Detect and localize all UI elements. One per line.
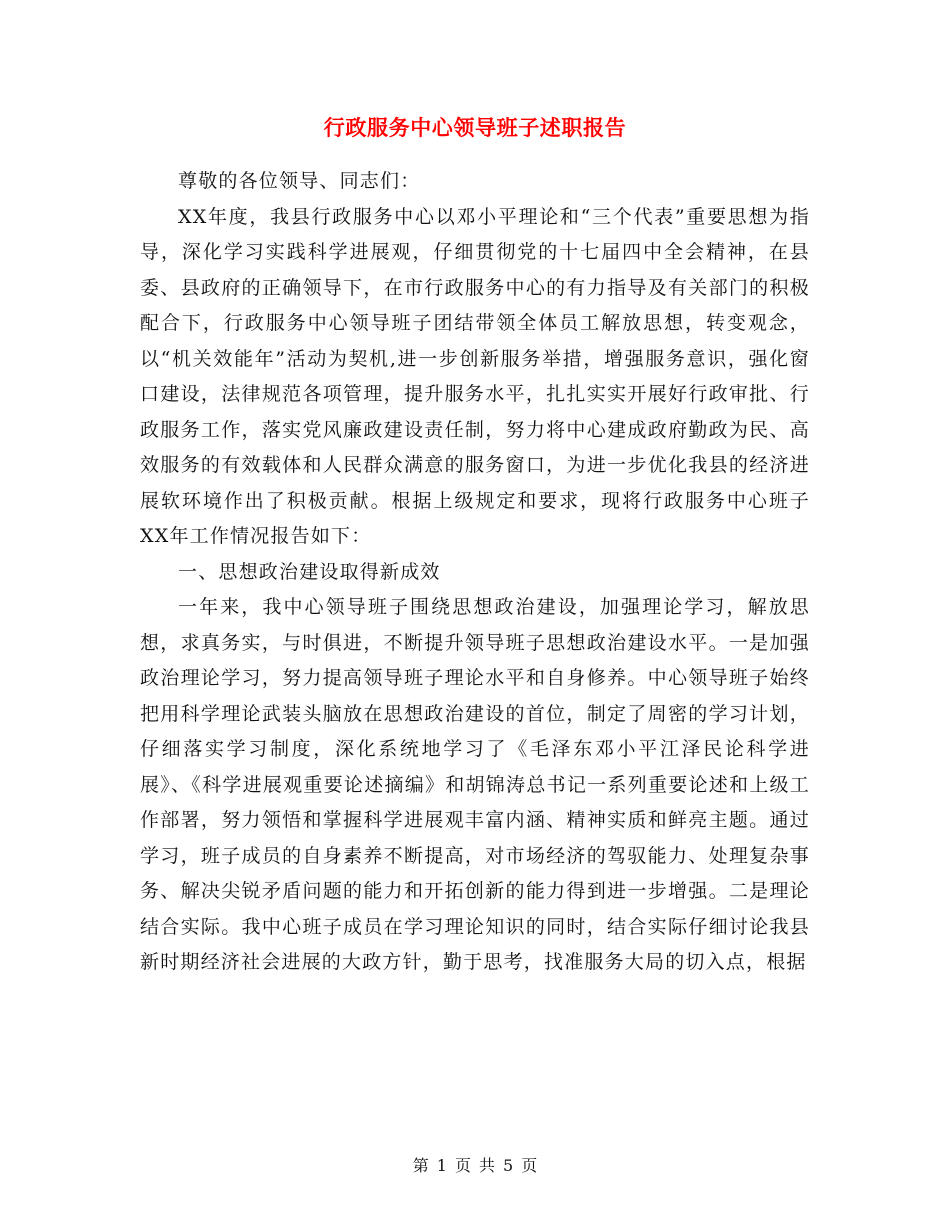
total-label: 共 (479, 1156, 496, 1175)
intro-paragraph: XX年度，我县行政服务中心以邓小平理论和“三个代表”重要思想为指导，深化学习实践科学进展观，仔细贯彻党的十七届四中全会精神，在县委、县政府的正确领导下，在市行政服务中心的有力指导及有关部门的积极配合下，行政服务中心领导班子团结带领全体员工解放思想，转变观念，以“机关效能年”活动为契机,进一步创新服务举措，增强服务意识，强化窗口建设，法律规范各项管理，提升服务水平，扎扎实实开展好行政审批、行政服务工作，落实党风廉政建设责任制，努力将中心建成政府勤政为民、高效服务的有效载体和人民群众满意的服务窗口，为进一步优化我县的经济进展软环境作出了积极贡献。根据上级规定和要求，现将行政服务中心班子XX年工作情况报告如下： (140, 205, 810, 547)
section-paragraph: 一年来，我中心领导班子围绕思想政治建设，加强理论学习，解放思想，求真务实，与时俱进，不断提升领导班子思想政治建设水平。一是加强政治理论学习，努力提高领导班子理论水平和自身修养。中心领导班子始终把用科学理论武装头脑放在思想政治建设的首位，制定了周密的学习计划，仔细落实学习制度，深化系统地学习了《毛泽东邓小平江泽民论科学进展》、《科学进展观重要论述摘编》和胡锦涛总书记一系列重要论述和上级工作部署，努力领悟和掌握科学进展观丰富内涵、精神实质和鲜亮主题。通过学习，班子成员的自身素养不断提高，对市场经济的驾驭能力、处理复杂事务、解决尖锐矛盾问题的能力和开拓创新的能力得到进一步增强。二是理论结合实际。我中心班子成员在学习理论知识的同时，结合实际仔细讨论我县新时期经济社会进展的大政方针，勤于思考，找准服务大局的切入点，根据 (140, 596, 810, 973)
current-page-number: 1 (436, 1156, 447, 1175)
page-label-prefix: 第 (412, 1156, 429, 1175)
salutation-paragraph: 尊敬的各位领导、同志们： (178, 170, 421, 192)
document-title: 行政服务中心领导班子述职报告 (323, 115, 627, 140)
page-footer (0, 1153, 950, 1176)
document-body (140, 164, 810, 981)
total-page-number: 5 (503, 1156, 514, 1175)
section-heading: 一、思想政治建设取得新成效 (178, 560, 441, 583)
page-label-suffix: 页 (521, 1156, 538, 1175)
page-label-mid: 页 (454, 1156, 471, 1175)
